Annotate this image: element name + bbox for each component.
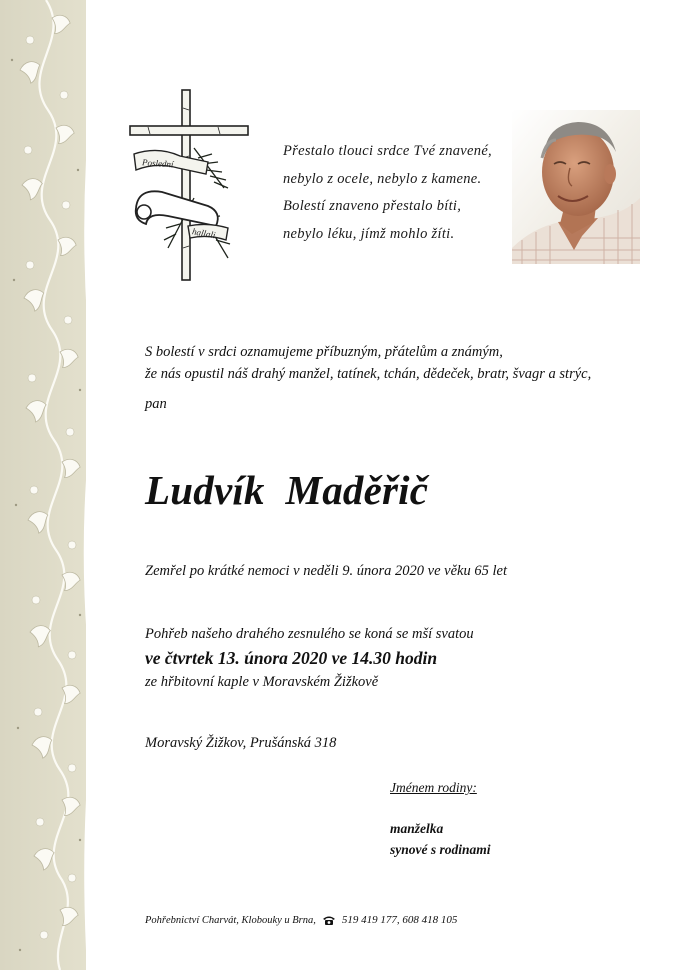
family-member: manželka [390,821,444,836]
family-signature-heading: Jménem rodiny: [390,780,477,795]
announcement-text [145,341,591,385]
poem-line: Přestalo tlouci srdce Tvé znavené, [283,143,492,159]
deceased-portrait-photo [512,110,640,264]
funeral-date-time: ve čtvrtek 13. února 2020 ve 14.30 hodin [145,648,438,668]
funeral-intro: Pohřeb našeho drahého zesnulého se koná se mší svatou [145,626,474,642]
family-member: synové s rodinami [390,842,491,857]
decorative-vine-border [0,0,94,970]
deceased-name: Ludvík Maděřič [145,467,429,513]
poem-line: nebylo léku, jímž mohlo žíti. [283,225,455,242]
memorial-poem [283,138,513,248]
emblem-ribbon-upper: Poslední [141,157,174,170]
family-address: Moravský Žižkov, Prušánská 318 [145,735,337,751]
announcement-line: že nás opustil náš drahý manžel, tatínek, tchán, dědeček, bratr, švagr a strýc, [145,366,592,382]
title-pan: pan [145,396,167,412]
poem-line: nebylo z ocele, nebylo z kamene. [283,170,482,187]
emblem-ribbon-lower: hallali [191,226,217,241]
cross-hunting-horn-emblem [128,88,250,282]
death-details: Zemřel po krátké nemoci v neděli 9. února 2020 ve věku 65 let [145,563,507,579]
funeral-location: ze hřbitovní kaple v Moravském Žižkově [145,674,379,690]
funeral-company-phones: 519 419 177, 608 418 105 [341,914,458,926]
announcement-line: S bolestí v srdci oznamujeme příbuzným, přátelům a známým, [145,344,503,360]
funeral-company: Pohřebnictví Charvát, Klobouky u Brna, [145,914,316,926]
funeral-service-footer [145,914,457,926]
funeral-details [145,622,474,694]
family-members-list [390,818,491,860]
telephone-icon [322,915,336,926]
poem-line: Bolestí znaveno přestalo bíti, [283,198,462,214]
